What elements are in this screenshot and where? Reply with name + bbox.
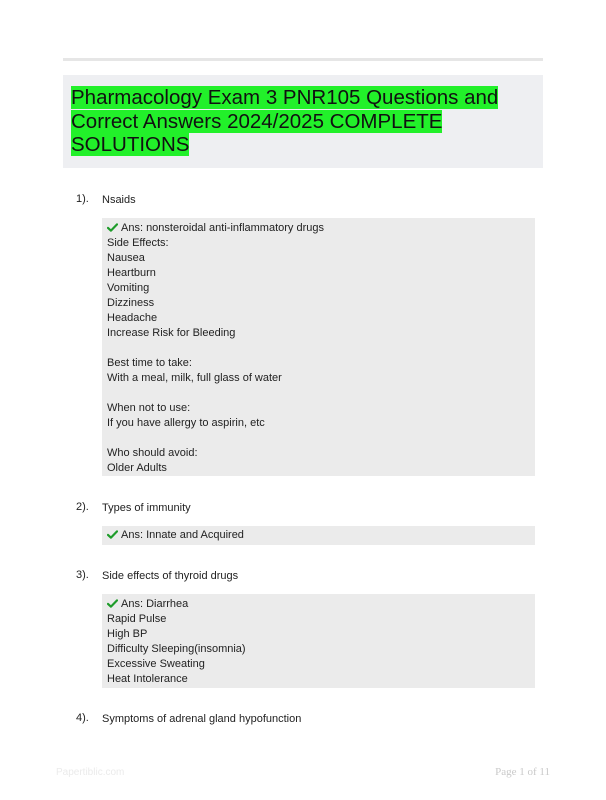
title-box bbox=[63, 75, 543, 168]
answer-line: Headache bbox=[107, 312, 158, 324]
answer-line: Who should avoid: bbox=[107, 447, 198, 459]
answer-line: Heat Intolerance bbox=[107, 673, 188, 685]
answer-line bbox=[107, 386, 530, 401]
answer-line: Increase Risk for Bleeding bbox=[107, 327, 236, 339]
check-icon bbox=[107, 599, 118, 608]
answer-line: Older Adults bbox=[107, 462, 167, 474]
answer-box bbox=[102, 594, 535, 688]
question-text: Symptoms of adrenal gland hypofunction bbox=[102, 713, 302, 725]
answer-line: With a meal, milk, full glass of water bbox=[107, 372, 282, 384]
answer-line: Dizziness bbox=[107, 297, 155, 309]
answer-line: Heartburn bbox=[107, 267, 156, 279]
top-divider bbox=[63, 58, 543, 61]
page-title: Pharmacology Exam 3 PNR105 Questions and Correct Answers 2024/2025 COMPLETE SOLUTIONS bbox=[71, 86, 499, 156]
answer-line: Excessive Sweating bbox=[107, 658, 205, 670]
check-icon bbox=[107, 223, 118, 232]
answer-line: Ans: Diarrhea bbox=[107, 597, 530, 612]
answer-box bbox=[102, 218, 535, 476]
answer-line: Side Effects: bbox=[107, 237, 169, 249]
answer-line bbox=[107, 341, 530, 356]
answer-line: Vomiting bbox=[107, 282, 150, 294]
answer-line: Ans: nonsteroidal anti-inflammatory drugs bbox=[107, 221, 530, 236]
check-icon bbox=[107, 530, 118, 539]
question-text: Nsaids bbox=[102, 194, 136, 206]
answer-line: When not to use: bbox=[107, 402, 191, 414]
answer-line: Difficulty Sleeping(insomnia) bbox=[107, 643, 246, 655]
question-number: 2). bbox=[76, 501, 89, 513]
answer-line: If you have allergy to aspirin, etc bbox=[107, 417, 265, 429]
question-number: 1). bbox=[76, 193, 89, 205]
question-text: Side effects of thyroid drugs bbox=[102, 570, 239, 582]
answer-line: Best time to take: bbox=[107, 357, 192, 369]
answer-line bbox=[107, 431, 530, 446]
question-number: 4). bbox=[76, 712, 89, 724]
answer-line: Rapid Pulse bbox=[107, 613, 167, 625]
answer-line: Ans: Innate and Acquired bbox=[107, 528, 530, 543]
question-number: 3). bbox=[76, 569, 89, 581]
page-number: Page 1 of 11 bbox=[495, 766, 550, 778]
footer-watermark: Papertiblic.com bbox=[56, 767, 125, 778]
question-text: Types of immunity bbox=[102, 502, 191, 514]
answer-line: High BP bbox=[107, 628, 148, 640]
answer-box bbox=[102, 526, 535, 545]
answer-line: Nausea bbox=[107, 252, 145, 264]
